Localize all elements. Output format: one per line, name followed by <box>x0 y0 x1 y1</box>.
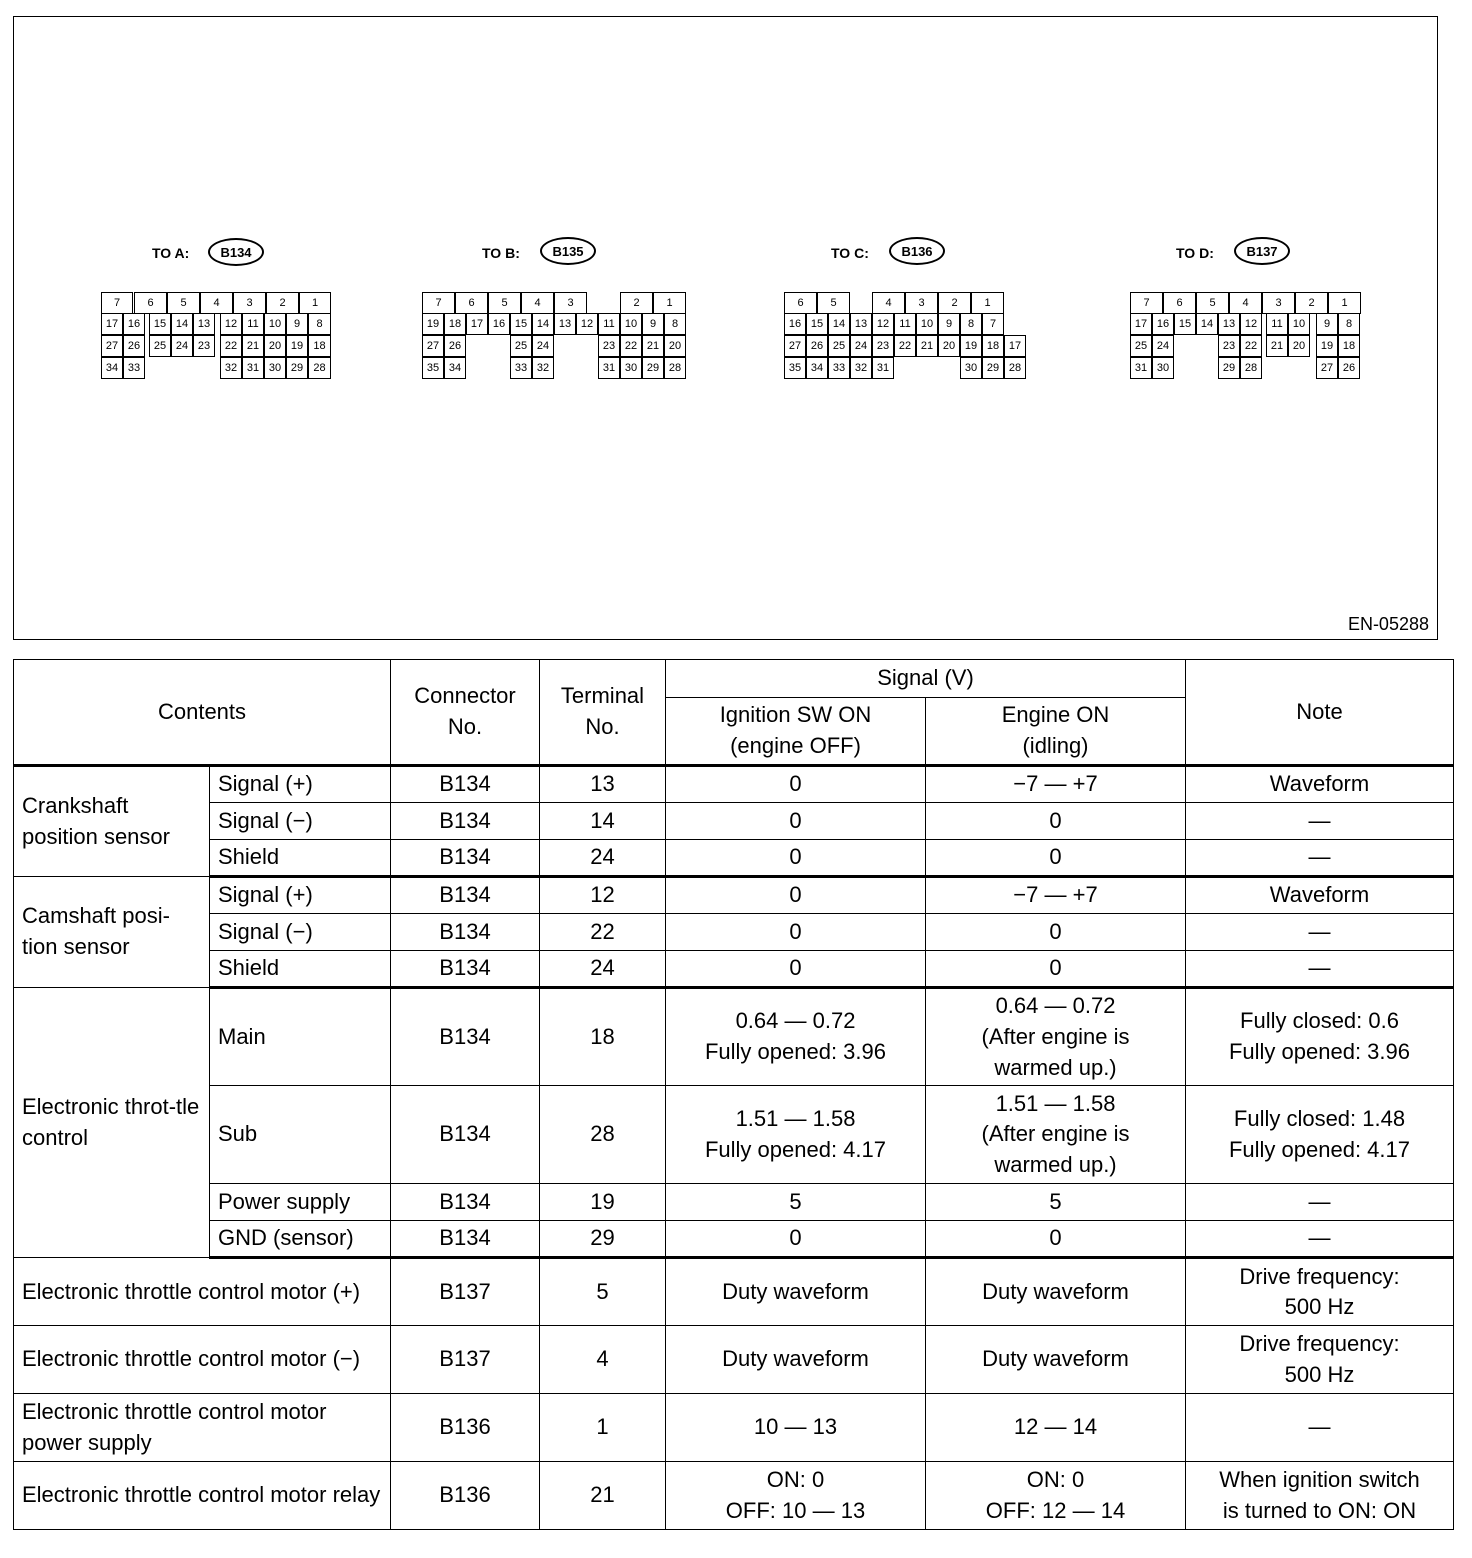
terminal-cell: 13 <box>540 766 666 803</box>
pin-b137-1: 1 <box>1328 292 1361 314</box>
connector-cell: B134 <box>391 988 540 1086</box>
pin-b134-9: 9 <box>286 313 308 335</box>
pin-b134-26: 26 <box>123 335 145 357</box>
pin-b136-26: 26 <box>806 335 828 357</box>
item-label: Electronic throttle control motor relay <box>14 1462 391 1530</box>
terminal-cell: 14 <box>540 803 666 840</box>
note-cell: — <box>1186 914 1454 951</box>
pin-b136-16: 16 <box>784 313 806 335</box>
pin-b134-28: 28 <box>308 357 331 379</box>
table-row <box>14 1258 1454 1326</box>
pin-b136-6: 6 <box>784 292 817 314</box>
table-row <box>14 1394 1454 1462</box>
note-cell: Drive frequency: 500 Hz <box>1186 1258 1454 1326</box>
pin-b137-5: 5 <box>1196 292 1229 314</box>
table-row <box>14 1221 1454 1258</box>
table-row <box>14 914 1454 951</box>
pin-b137-22: 22 <box>1240 335 1262 357</box>
pin-b134-24: 24 <box>171 335 193 357</box>
note-cell: Waveform <box>1186 766 1454 803</box>
pin-b135-25: 25 <box>510 335 532 357</box>
pin-b137-10: 10 <box>1288 313 1310 335</box>
pin-b135-32: 32 <box>532 357 554 379</box>
pin-b134-32: 32 <box>220 357 242 379</box>
pin-b134-6: 6 <box>134 292 167 314</box>
pin-b135-10: 10 <box>620 313 642 335</box>
pin-b137-19: 19 <box>1316 335 1338 357</box>
terminal-cell: 18 <box>540 988 666 1086</box>
eng-on-cell: 0 <box>926 914 1186 951</box>
pin-b135-6: 6 <box>455 292 488 314</box>
table-row <box>14 951 1454 988</box>
pin-b137-20: 20 <box>1288 335 1310 357</box>
pin-b135-7: 7 <box>422 292 455 314</box>
item-label: Signal (−) <box>210 803 391 840</box>
eng-on-cell: 0 <box>926 803 1186 840</box>
header-connector: Connector No. <box>391 660 540 766</box>
eng-on-cell: −7 — +7 <box>926 766 1186 803</box>
pin-b136-34: 34 <box>806 357 828 379</box>
eng-on-cell: ON: 0 OFF: 12 — 14 <box>926 1462 1186 1530</box>
pin-b135-30: 30 <box>620 357 642 379</box>
pin-b136-15: 15 <box>806 313 828 335</box>
pin-b136-14: 14 <box>828 313 850 335</box>
pin-b135-17: 17 <box>466 313 488 335</box>
terminal-cell: 19 <box>540 1184 666 1221</box>
pin-b137-11: 11 <box>1266 313 1288 335</box>
pin-b137-3: 3 <box>1262 292 1295 314</box>
pin-b135-14: 14 <box>532 313 554 335</box>
pin-b137-12: 12 <box>1240 313 1262 335</box>
pin-b134-20: 20 <box>264 335 286 357</box>
connector-cell: B134 <box>391 914 540 951</box>
ign-on-cell: 0 <box>666 803 926 840</box>
pin-b136-17: 17 <box>1004 335 1026 357</box>
header-signal: Signal (V) <box>666 660 1186 698</box>
header-ign-on: Ignition SW ON (engine OFF) <box>666 698 926 766</box>
pin-b134-25: 25 <box>149 335 171 357</box>
pin-b135-35: 35 <box>422 357 444 379</box>
note-cell: — <box>1186 1184 1454 1221</box>
table-row <box>14 988 1454 1086</box>
table-row <box>14 1086 1454 1184</box>
group-label: Camshaft posi-tion sensor <box>14 877 210 988</box>
pin-b137-8: 8 <box>1338 313 1360 335</box>
pin-b136-22: 22 <box>894 335 916 357</box>
pin-b134-31: 31 <box>242 357 264 379</box>
terminal-cell: 12 <box>540 877 666 914</box>
connector-d-label: TO D: <box>1176 245 1214 261</box>
pin-b135-21: 21 <box>642 335 664 357</box>
pin-b135-8: 8 <box>664 313 686 335</box>
item-label: Electronic throttle control motor (+) <box>14 1258 391 1326</box>
note-cell: — <box>1186 840 1454 877</box>
ign-on-cell: Duty waveform <box>666 1326 926 1394</box>
pin-b135-9: 9 <box>642 313 664 335</box>
pin-b137-29: 29 <box>1218 357 1240 379</box>
pin-b136-11: 11 <box>894 313 916 335</box>
pin-b135-28: 28 <box>664 357 686 379</box>
ign-on-cell: 0 <box>666 766 926 803</box>
pin-b137-9: 9 <box>1316 313 1338 335</box>
pin-b135-1: 1 <box>653 292 686 314</box>
pin-b134-18: 18 <box>308 335 331 357</box>
connector-cell: B134 <box>391 877 540 914</box>
terminal-cell: 22 <box>540 914 666 951</box>
connector-cell: B134 <box>391 840 540 877</box>
terminal-cell: 1 <box>540 1394 666 1462</box>
pin-b136-2: 2 <box>938 292 971 314</box>
pin-b135-18: 18 <box>444 313 466 335</box>
pin-b137-30: 30 <box>1152 357 1174 379</box>
item-label: Shield <box>210 951 391 988</box>
item-label: Electronic throttle control motor (−) <box>14 1326 391 1394</box>
connector-cell: B136 <box>391 1394 540 1462</box>
pin-b137-15: 15 <box>1174 313 1196 335</box>
item-label: Power supply <box>210 1184 391 1221</box>
pin-b136-28: 28 <box>1004 357 1026 379</box>
note-cell: — <box>1186 951 1454 988</box>
eng-on-cell: 0 <box>926 840 1186 877</box>
group-label: Crankshaft position sensor <box>14 766 210 877</box>
pin-b134-27: 27 <box>101 335 123 357</box>
table-row <box>14 877 1454 914</box>
pin-b136-21: 21 <box>916 335 938 357</box>
signal-table-body <box>14 766 1454 1530</box>
connector-c-code: B136 <box>889 237 945 265</box>
pin-b137-25: 25 <box>1130 335 1152 357</box>
pin-b135-13: 13 <box>554 313 576 335</box>
ign-on-cell: 0.64 — 0.72 Fully opened: 3.96 <box>666 988 926 1086</box>
pin-b134-33: 33 <box>123 357 145 379</box>
pin-b136-8: 8 <box>960 313 982 335</box>
pin-b137-26: 26 <box>1338 357 1360 379</box>
ign-on-cell: 0 <box>666 1221 926 1258</box>
pin-b136-27: 27 <box>784 335 806 357</box>
pin-b134-1: 1 <box>299 292 331 314</box>
pin-b136-18: 18 <box>982 335 1004 357</box>
ign-on-cell: 0 <box>666 877 926 914</box>
terminal-cell: 28 <box>540 1086 666 1184</box>
connector-cell: B137 <box>391 1258 540 1326</box>
pin-b135-4: 4 <box>521 292 554 314</box>
ign-on-cell: Duty waveform <box>666 1258 926 1326</box>
pin-b136-13: 13 <box>850 313 872 335</box>
pin-b136-25: 25 <box>828 335 850 357</box>
pin-b134-29: 29 <box>286 357 308 379</box>
pin-b136-35: 35 <box>784 357 806 379</box>
note-cell: Fully closed: 1.48 Fully opened: 4.17 <box>1186 1086 1454 1184</box>
pin-b137-18: 18 <box>1338 335 1360 357</box>
connector-cell: B136 <box>391 1462 540 1530</box>
item-label: Shield <box>210 840 391 877</box>
pin-b136-1: 1 <box>971 292 1004 314</box>
pin-b136-31: 31 <box>872 357 894 379</box>
item-label: Signal (+) <box>210 877 391 914</box>
header-contents: Contents <box>14 660 391 766</box>
pin-b135-15: 15 <box>510 313 532 335</box>
ign-on-cell: ON: 0 OFF: 10 — 13 <box>666 1462 926 1530</box>
pin-b137-13: 13 <box>1218 313 1240 335</box>
item-label: Main <box>210 988 391 1086</box>
connector-cell: B134 <box>391 803 540 840</box>
pin-b134-13: 13 <box>193 313 215 335</box>
terminal-cell: 24 <box>540 951 666 988</box>
pin-b137-2: 2 <box>1295 292 1328 314</box>
pin-b135-31: 31 <box>598 357 620 379</box>
figure-id: EN-05288 <box>1347 614 1429 634</box>
item-label: GND (sensor) <box>210 1221 391 1258</box>
pin-b134-34: 34 <box>101 357 123 379</box>
note-cell: — <box>1186 1394 1454 1462</box>
note-cell: Waveform <box>1186 877 1454 914</box>
pin-b134-5: 5 <box>167 292 200 314</box>
ign-on-cell: 0 <box>666 951 926 988</box>
pin-b136-10: 10 <box>916 313 938 335</box>
pin-b137-23: 23 <box>1218 335 1240 357</box>
pin-b134-16: 16 <box>123 313 145 335</box>
ign-on-cell: 0 <box>666 840 926 877</box>
header-note: Note <box>1186 660 1454 766</box>
pin-b136-24: 24 <box>850 335 872 357</box>
pin-b137-27: 27 <box>1316 357 1338 379</box>
eng-on-cell: 0.64 — 0.72 (After engine is warmed up.) <box>926 988 1186 1086</box>
pin-b134-14: 14 <box>171 313 193 335</box>
pin-b137-7: 7 <box>1130 292 1163 314</box>
table-row <box>14 1462 1454 1530</box>
header-eng-on: Engine ON (idling) <box>926 698 1186 766</box>
connector-cell: B134 <box>391 951 540 988</box>
pin-b137-21: 21 <box>1266 335 1288 357</box>
pin-b136-32: 32 <box>850 357 872 379</box>
pin-b137-6: 6 <box>1163 292 1196 314</box>
pin-b136-4: 4 <box>872 292 905 314</box>
pin-b136-30: 30 <box>960 357 982 379</box>
connector-cell: B137 <box>391 1326 540 1394</box>
pin-b134-3: 3 <box>233 292 266 314</box>
pin-b135-3: 3 <box>554 292 587 314</box>
pin-b135-23: 23 <box>598 335 620 357</box>
note-cell: When ignition switch is turned to ON: ON <box>1186 1462 1454 1530</box>
note-cell: — <box>1186 803 1454 840</box>
pin-b135-2: 2 <box>620 292 653 314</box>
eng-on-cell: Duty waveform <box>926 1258 1186 1326</box>
pin-b135-33: 33 <box>510 357 532 379</box>
pin-b134-17: 17 <box>101 313 123 335</box>
table-row <box>14 840 1454 877</box>
item-label: Electronic throttle control motor power supply <box>14 1394 391 1462</box>
item-label: Signal (−) <box>210 914 391 951</box>
signal-table <box>13 659 1454 1530</box>
terminal-cell: 4 <box>540 1326 666 1394</box>
pin-b134-23: 23 <box>193 335 215 357</box>
connector-cell: B134 <box>391 766 540 803</box>
note-cell: Drive frequency: 500 Hz <box>1186 1326 1454 1394</box>
pin-b135-26: 26 <box>444 335 466 357</box>
connector-diagram <box>13 16 1438 640</box>
pin-b135-29: 29 <box>642 357 664 379</box>
pin-b136-23: 23 <box>872 335 894 357</box>
connector-cell: B134 <box>391 1086 540 1184</box>
table-row <box>14 803 1454 840</box>
pin-b137-14: 14 <box>1196 313 1218 335</box>
pin-b134-11: 11 <box>242 313 264 335</box>
connector-d-code: B137 <box>1234 237 1290 265</box>
eng-on-cell: 12 — 14 <box>926 1394 1186 1462</box>
eng-on-cell: 5 <box>926 1184 1186 1221</box>
pin-b137-4: 4 <box>1229 292 1262 314</box>
note-cell: Fully closed: 0.6 Fully opened: 3.96 <box>1186 988 1454 1086</box>
connector-b-code: B135 <box>540 237 596 265</box>
eng-on-cell: −7 — +7 <box>926 877 1186 914</box>
pin-b135-16: 16 <box>488 313 510 335</box>
ign-on-cell: 1.51 — 1.58 Fully opened: 4.17 <box>666 1086 926 1184</box>
pin-b134-12: 12 <box>220 313 242 335</box>
connector-cell: B134 <box>391 1221 540 1258</box>
connector-a-code: B134 <box>208 238 264 266</box>
ign-on-cell: 10 — 13 <box>666 1394 926 1462</box>
pin-b137-17: 17 <box>1130 313 1152 335</box>
pin-b135-22: 22 <box>620 335 642 357</box>
eng-on-cell: 0 <box>926 1221 1186 1258</box>
pin-b134-21: 21 <box>242 335 264 357</box>
pin-b136-12: 12 <box>872 313 894 335</box>
pin-b136-29: 29 <box>982 357 1004 379</box>
pin-b135-27: 27 <box>422 335 444 357</box>
connector-a-label: TO A: <box>152 245 190 261</box>
group-label: Electronic throt-tle control <box>14 988 210 1258</box>
pin-b135-19: 19 <box>422 313 444 335</box>
item-label: Sub <box>210 1086 391 1184</box>
pin-b135-34: 34 <box>444 357 466 379</box>
pin-b137-24: 24 <box>1152 335 1174 357</box>
pin-b134-22: 22 <box>220 335 242 357</box>
pin-b134-15: 15 <box>149 313 171 335</box>
pin-b135-20: 20 <box>664 335 686 357</box>
terminal-cell: 29 <box>540 1221 666 1258</box>
pin-b134-2: 2 <box>266 292 299 314</box>
pin-b134-7: 7 <box>101 292 133 314</box>
pin-b134-10: 10 <box>264 313 286 335</box>
connector-c-label: TO C: <box>831 245 869 261</box>
pin-b134-8: 8 <box>308 313 331 335</box>
ign-on-cell: 5 <box>666 1184 926 1221</box>
pin-b135-11: 11 <box>598 313 620 335</box>
pin-b137-16: 16 <box>1152 313 1174 335</box>
pin-b137-28: 28 <box>1240 357 1262 379</box>
table-row <box>14 1184 1454 1221</box>
pin-b136-5: 5 <box>817 292 850 314</box>
note-cell: — <box>1186 1221 1454 1258</box>
terminal-cell: 5 <box>540 1258 666 1326</box>
eng-on-cell: Duty waveform <box>926 1326 1186 1394</box>
terminal-cell: 24 <box>540 840 666 877</box>
connector-b-label: TO B: <box>482 245 520 261</box>
pin-b134-19: 19 <box>286 335 308 357</box>
terminal-cell: 21 <box>540 1462 666 1530</box>
pin-b136-19: 19 <box>960 335 982 357</box>
table-row <box>14 766 1454 803</box>
header-terminal: Terminal No. <box>540 660 666 766</box>
ign-on-cell: 0 <box>666 914 926 951</box>
pin-b135-5: 5 <box>488 292 521 314</box>
pin-b135-12: 12 <box>576 313 598 335</box>
table-row <box>14 1326 1454 1394</box>
pin-b136-3: 3 <box>905 292 938 314</box>
pin-b136-20: 20 <box>938 335 960 357</box>
eng-on-cell: 1.51 — 1.58 (After engine is warmed up.) <box>926 1086 1186 1184</box>
pin-b137-31: 31 <box>1130 357 1152 379</box>
pin-b134-30: 30 <box>264 357 286 379</box>
connector-cell: B134 <box>391 1184 540 1221</box>
pin-b134-4: 4 <box>200 292 233 314</box>
eng-on-cell: 0 <box>926 951 1186 988</box>
pin-b136-7: 7 <box>982 313 1004 335</box>
pin-b136-33: 33 <box>828 357 850 379</box>
pin-b135-24: 24 <box>532 335 554 357</box>
item-label: Signal (+) <box>210 766 391 803</box>
pin-b136-9: 9 <box>938 313 960 335</box>
